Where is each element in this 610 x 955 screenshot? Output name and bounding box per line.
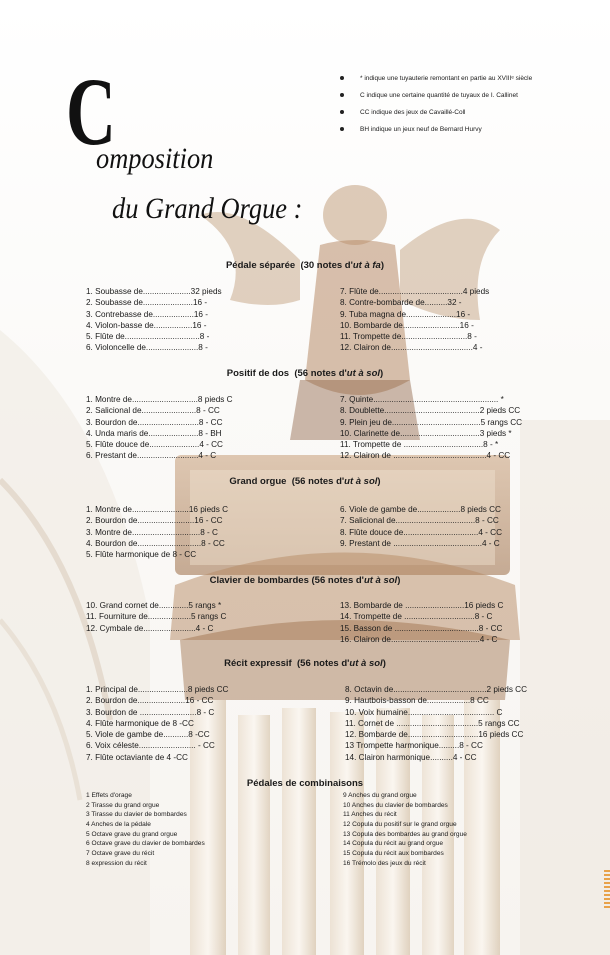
section-name: Récit expressif	[224, 658, 292, 669]
grand-right-list	[340, 504, 502, 549]
legend-text: CC indique des jeux de Cavaillé-Coll	[360, 109, 466, 116]
section-note-end: )	[377, 476, 381, 487]
section-title-bombardes	[0, 575, 610, 586]
recit-left-list	[86, 684, 228, 763]
title-initial-letter: C	[66, 58, 116, 165]
combination-row: 16 Trémolo des jeux du récit	[343, 859, 426, 867]
stop-row: 5. Flûte de.................................8 -	[86, 332, 210, 342]
stop-row: 4. Bourdon de............................8 - CC	[86, 538, 225, 548]
stop-row: 16. Clairon de.......................................4 - C	[340, 634, 498, 644]
stop-row: 10. Grand cornet de.............5 rangs *	[86, 601, 222, 610]
stop-row: 5. Flûte douce de......................4 - CC	[86, 440, 223, 450]
title-line-1: omposition	[96, 142, 214, 175]
legend-item	[340, 127, 605, 134]
combination-row: 7 Octave grave du récit	[86, 850, 155, 858]
stop-row: 5. Flûte harmonique de 8 - CC	[86, 550, 197, 560]
section-note-end: )	[380, 368, 384, 379]
legend-text: C indique une certaine quantité de tuyaux de I. Callinet	[360, 92, 518, 99]
stop-row: 10. Clarinette de...................................3 pieds *	[340, 428, 512, 438]
combination-row: 10 Anches du clavier de bombardes	[343, 801, 448, 809]
combinaisons-left-list	[86, 791, 205, 869]
stop-row: 11. Fourniture de...................5 rangs C	[86, 612, 227, 622]
section-name: Pédale séparée	[225, 260, 296, 271]
stop-row: 2. Bourdon de.....................16 - CC	[86, 696, 214, 706]
legend	[340, 76, 605, 144]
stop-row: 14. Clairon harmonique..........4 - CC	[345, 752, 477, 762]
bombardes-right-list	[340, 600, 503, 645]
legend-text: BH indique un jeux neuf de Bernard Hurvy	[360, 126, 482, 133]
legend-item	[340, 76, 605, 83]
combination-row: 9 Anches du grand orgue	[343, 792, 417, 799]
stop-row: 7. Flûte de.....................................4 pieds	[340, 287, 490, 296]
bullet-icon	[340, 76, 344, 80]
section-title-grand-orgue	[0, 476, 610, 487]
combination-row: 3 Tirasse du clavier de bombardes	[86, 811, 187, 819]
section-note: (56 notes d'	[294, 368, 347, 379]
combination-row: 15 Copula du récit aux bombardes	[343, 850, 444, 858]
stop-row: 9. Hautbois-basson de...................8 CC	[345, 696, 489, 706]
section-note-range: ut à sol	[344, 476, 378, 487]
bullet-icon	[340, 127, 344, 131]
section-title-recit	[0, 658, 610, 669]
recit-right-list	[345, 684, 527, 763]
stop-row: 3. Montre de..............................8 - C	[86, 527, 218, 537]
section-note-range: ut à fa	[352, 260, 381, 271]
stop-row: 13. Bombarde de ..........................16 pieds C	[340, 601, 504, 610]
stop-row: 12. Clairon de .........................................4 - CC	[340, 451, 511, 461]
section-note: (56 notes d'	[311, 575, 364, 586]
stop-row: 7. Quinte....................................................... *	[340, 395, 504, 404]
section-title-combinaisons	[0, 778, 610, 789]
stop-row: 8. Flûte douce de.................................4 - CC	[340, 527, 502, 537]
stop-row: 5. Viole de gambe de...........8 -CC	[86, 730, 210, 740]
stop-row: 8. Octavin de.........................................2 pieds CC	[345, 685, 528, 694]
section-note-range: ut à sol	[349, 658, 383, 669]
stop-row: 7. Flûte octaviante de 4 -CC	[86, 752, 188, 762]
section-title-pedale	[0, 260, 610, 271]
combination-row: 5 Octave grave du grand orgue	[86, 830, 178, 838]
bullet-icon	[340, 110, 344, 114]
stop-row: 4. Flûte harmonique de 8 -CC	[86, 718, 194, 728]
section-note: (56 notes d'	[291, 476, 345, 487]
combinaisons-right-list	[343, 791, 467, 869]
stop-row: 6. Violoncelle de.......................8 -	[86, 343, 208, 353]
stop-row: 12. Bombarde de...............................16 pieds CC	[345, 730, 524, 740]
section-note: (56 notes d'	[297, 658, 350, 669]
bombardes-left-list	[86, 600, 226, 634]
stop-row: 12. Clairon de....................................4 -	[340, 343, 483, 353]
stop-row: 15. Basson de .....................................8 - CC	[340, 623, 503, 633]
edge-mark	[604, 870, 610, 910]
legend-text: * indique une tuyauterie remontant en partie au XVIIIᵉ siècle	[360, 75, 533, 82]
stop-row: 3. Contrebasse de..................16 -	[86, 309, 208, 319]
legend-item	[340, 110, 605, 117]
section-note-end: )	[380, 260, 385, 271]
pedale-left-list	[86, 286, 222, 354]
stop-row: 1. Principal de......................8 pieds CC	[86, 685, 229, 694]
stop-row: 3. Bourdon de...........................8 - CC	[86, 417, 223, 427]
positif-right-list	[340, 394, 522, 462]
stop-row: 8. Doublette..........................................2 pieds CC	[340, 406, 521, 416]
stop-row: 6. Prestant de...........................4 - C	[86, 451, 217, 461]
stop-row: 10. Bombarde de.........................16 -	[340, 320, 474, 330]
stop-row: 11. Trompette de ...................................8 - *	[340, 440, 499, 450]
grand-left-list	[86, 504, 228, 560]
combination-row: 12 Copula du positif sur le grand orgue	[343, 821, 457, 829]
combination-row: 8 expression du récit	[86, 859, 147, 867]
section-note: (30 notes d'	[300, 260, 353, 271]
stop-row: 1. Montre de.............................8 pieds C	[86, 395, 233, 404]
stop-row: 4. Violon-basse de.................16 -	[86, 320, 207, 330]
combination-row: 1 Effets d'orage	[86, 792, 132, 799]
combination-row: 13 Copula des bombardes au grand orgue	[343, 830, 467, 838]
stop-row: 1. Soubasse de.....................32 pieds	[86, 287, 222, 296]
stop-row: 9. Prestant de .......................................4 - C	[340, 538, 500, 548]
section-name: Clavier de bombardes	[209, 575, 309, 586]
combination-row: 11 Anches du récit	[343, 811, 397, 819]
stop-row: 6. Voix céleste......................... - CC	[86, 741, 215, 751]
stop-row: 2. Bourdon de.........................16 - CC	[86, 516, 223, 526]
legend-item	[340, 93, 605, 100]
stop-row: 12. Cymbale de.......................4 - C	[86, 623, 214, 633]
stop-row: 8. Contre-bombarde de..........32 -	[340, 298, 462, 308]
section-name: Grand orgue	[229, 476, 287, 487]
section-note-range: ut à sol	[346, 368, 381, 379]
stop-row: 1. Montre de.........................16 pieds C	[86, 505, 228, 514]
stop-row: 2. Soubasse de......................16 -	[86, 298, 208, 308]
combination-row: 2 Tirasse du grand orgue	[86, 801, 160, 809]
positif-left-list	[86, 394, 233, 462]
stop-row: 9. Plein jeu de.......................................5 rangs CC	[340, 417, 523, 427]
section-title-positif	[0, 368, 610, 379]
combination-row: 14 Copula du récit au grand orgue	[343, 840, 444, 848]
stop-row: 14. Trompette de ...............................8 - C	[340, 612, 493, 622]
stop-row: 11. Trompette de.............................8 -	[340, 332, 477, 342]
section-name: Pédales de combinaisons	[246, 778, 364, 789]
stop-row: 7. Salicional de...................................8 - CC	[340, 516, 499, 526]
stop-row: 10. Voix humaine...................................... C	[345, 707, 503, 717]
stop-row: 13 Trompette harmonique.........8 - CC	[345, 741, 483, 751]
combination-row: 4 Anches de la pédale	[86, 821, 151, 829]
section-note-end: )	[397, 575, 401, 586]
pedale-right-list	[340, 286, 489, 354]
stop-row: 3. Bourdon de .........................8 - C	[86, 707, 215, 717]
title-line-2: du Grand Orgue :	[112, 192, 303, 225]
section-note-range: ut à sol	[363, 575, 398, 586]
combination-row: 6 Octave grave du clavier de bombardes	[86, 840, 205, 848]
stop-row: 11. Cornet de ....................................5 rangs CC	[345, 718, 520, 728]
section-note-end: )	[382, 658, 386, 669]
stop-row: 9. Tuba magna de......................16 -	[340, 309, 471, 319]
bullet-icon	[340, 93, 344, 97]
stop-row: 6. Viole de gambe de...................8 pieds CC	[340, 505, 501, 514]
stop-row: 2. Salicional de........................8 - CC	[86, 406, 220, 416]
stop-row: 4. Unda maris de......................8 - BH	[86, 428, 222, 438]
section-name: Positif de dos	[226, 368, 290, 379]
